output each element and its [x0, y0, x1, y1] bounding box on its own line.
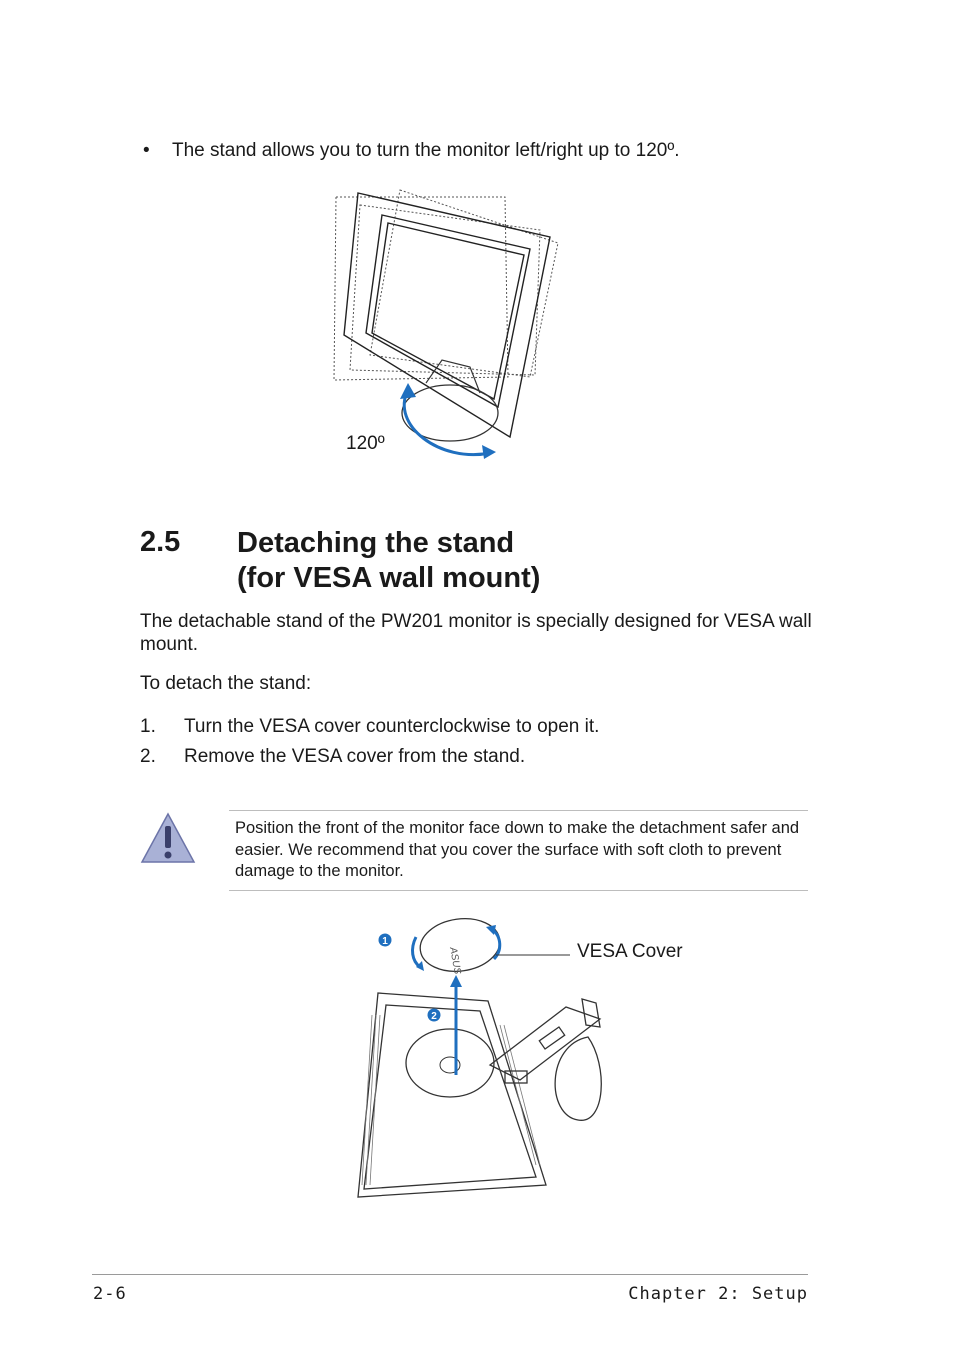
section-number: 2.5 [140, 526, 181, 558]
note-bottom-rule [229, 890, 808, 891]
footer-rule [92, 1274, 808, 1275]
rotation-angle-label: 120º [346, 433, 385, 454]
caution-note-text: Position the front of the monitor face down to make the detachment safer and easier. We recommend that you cover the surface with soft cloth to prevent damage to the monitor. [235, 819, 800, 880]
chapter-footer: Chapter 2: Setup [628, 1284, 808, 1304]
cover-logo-text: ASUS [447, 946, 463, 976]
section-title-line2: (for VESA wall mount) [237, 562, 541, 594]
rotation-arrow-icon [404, 390, 490, 455]
note-top-rule [229, 810, 808, 811]
counterclockwise-arrow-icon [413, 937, 420, 967]
section-title [237, 526, 540, 596]
step-number: 2. [140, 746, 156, 767]
step-text: Remove the VESA cover from the stand. [184, 746, 526, 767]
warning-icon [140, 812, 196, 864]
instructions-heading: To detach the stand: [140, 673, 312, 694]
section-title-line1: Detaching the stand [237, 527, 515, 559]
intro-paragraph: The detachable stand of the PW201 monitor is specially designed for VESA wall mount. [140, 611, 812, 655]
monitor-rotation-illustration [330, 185, 570, 465]
bullet-text: The stand allows you to turn the monitor left/right up to 120º. [172, 140, 680, 161]
step-marker-1-label: 1 [382, 936, 388, 947]
step-number: 1. [140, 716, 156, 737]
vesa-cover-callout-label: VESA Cover [577, 941, 683, 962]
bullet-marker: • [143, 140, 150, 161]
step-marker-2-label: 2 [431, 1011, 437, 1022]
step-text: Turn the VESA cover counterclockwise to open it. [184, 716, 600, 737]
page-number: 2-6 [93, 1284, 127, 1304]
